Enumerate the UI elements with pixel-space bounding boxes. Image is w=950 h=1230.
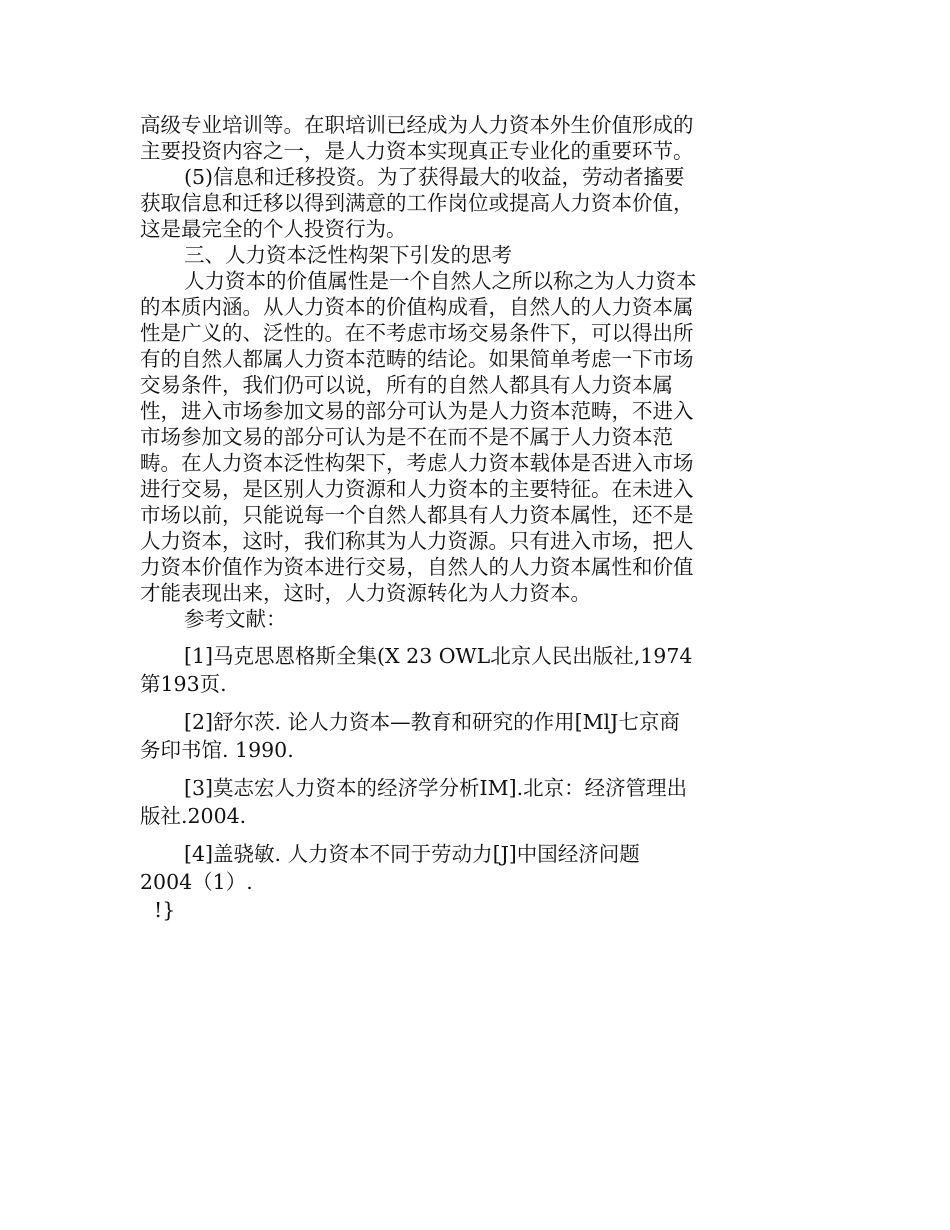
paragraph-line: 人力资本，这时，我们称其为人力资源。只有进入市场，把人: [140, 529, 694, 553]
reference-item: [140, 708, 740, 764]
document-page: [140, 112, 740, 924]
reference-text: [4]盖骁敏. 人力资本不同于劳动力[J]中国经济问题: [184, 842, 640, 866]
reference-text: 第193页.: [140, 672, 227, 696]
paragraph-line: 性是广义的、泛性的。在不考虑市场交易条件下，可以得出所: [140, 321, 694, 345]
reference-item: [140, 840, 740, 896]
reference-text: [1]马克思恩格斯全集(X 23 OWL北京人民出版社,1974: [184, 644, 693, 668]
paragraph-line: 获取信息和迁移以得到满意的工作岗位或提高人力资本价值，: [140, 191, 694, 215]
paragraph-line: 性，进入市场参加文易的部分可认为是人力资本范畴，不进入: [140, 399, 694, 423]
trailing-mark: !}: [154, 898, 176, 922]
reference-text: 版社.2004.: [140, 804, 247, 828]
paragraph-line: 进行交易，是区别人力资源和人力资本的主要特征。在未进入: [140, 477, 694, 501]
paragraph-line: 市场参加文易的部分可认为是不在而不是不属于人力资本范: [140, 425, 673, 449]
reference-text: 务印书馆. 1990.: [140, 738, 294, 762]
paragraph-line: 主要投资内容之一，是人力资本实现真正专业化的重要环节。: [140, 139, 694, 163]
paragraph-line: 力资本价值作为资本进行交易，自然人的人力资本属性和价值: [140, 555, 694, 579]
reference-text: 2004（1）.: [140, 870, 253, 894]
paragraph-line: (5)信息和迁移投资。为了获得最大的收益，劳动者搐要: [184, 165, 685, 189]
paragraph-line: 高级专业培训等。在职培训已经成为人力资本外生价值形成的: [140, 113, 694, 137]
paragraph-line: 这是最完全的个人投资行为。: [140, 217, 407, 241]
paragraph-line: 有的自然人都属人力资本范畴的结论。如果简单考虑一下市场: [140, 347, 694, 371]
paragraph-line: 人力资本的价值属性是一个自然人之所以称之为人力资本: [184, 269, 697, 293]
paragraph-line: 交易条件，我们仍可以说，所有的自然人都具有人力资本属: [140, 373, 673, 397]
references-heading: 参考文献：: [184, 607, 287, 631]
reference-text: [3]莫志宏人力资本的经济学分析IM].北京：经济管理出: [184, 776, 688, 800]
paragraph-line: 畴。在人力资本泛性构架下，考虑人力资本载体是否进入市场: [140, 451, 694, 475]
reference-item: [140, 774, 740, 830]
reference-item: [140, 642, 740, 698]
paragraph-line: 的本质内涵。从人力资本的价值构成看，自然人的人力资本属: [140, 295, 694, 319]
section-heading: 三、人力资本泛性构架下引发的思考: [184, 243, 512, 267]
paragraph-line: 才能表现出来，这时，人力资源转化为人力资本。: [140, 581, 591, 605]
reference-text: [2]舒尔茨. 论人力资本—教育和研究的作用[MlJ七京商: [184, 710, 680, 734]
paragraph-line: 市场以前，只能说每一个自然人都具有人力资本属性，还不是: [140, 503, 694, 527]
reference-list: [140, 642, 740, 896]
